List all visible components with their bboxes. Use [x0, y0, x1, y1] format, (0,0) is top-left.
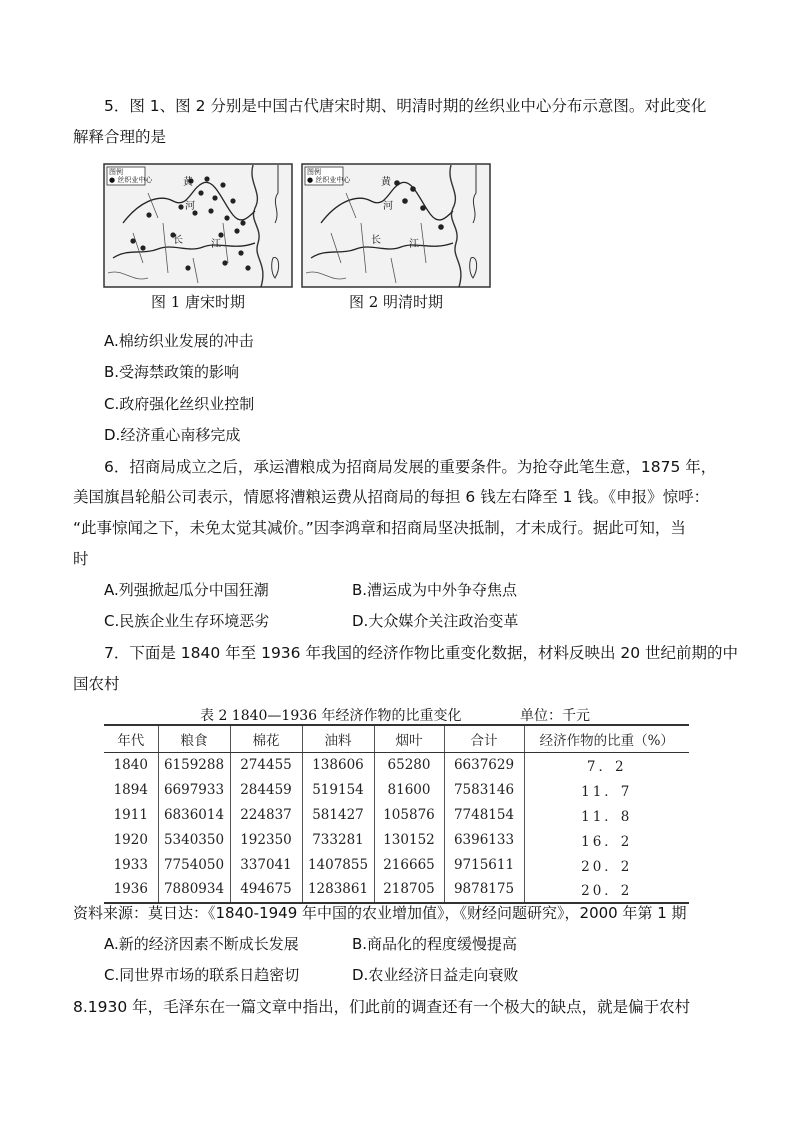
q6-stem-line1: 6．招商局成立之后，承运漕粮成为招商局发展的重要条件。为抢夺此笔生意，1875 年， [104, 458, 717, 476]
q7-stem-line1: 7．下面是 1840 年至 1936 年我国的经济作物比重变化数据，材料反映出 20 世纪前期的中 [104, 644, 739, 662]
map1-legend-item: ● 丝织业中心 [109, 176, 153, 184]
q5-option-c[interactable]: C.政府强化丝织业控制 [104, 395, 255, 413]
table-cell: 494675 [230, 877, 302, 903]
q6-option-d[interactable]: D.大众媒介关注政治变革 [352, 612, 519, 630]
table-cell: 20．2 [524, 877, 689, 903]
table-cell: 7583146 [444, 778, 524, 803]
table-cell: 6697933 [158, 778, 230, 803]
table-cell: 81600 [374, 778, 444, 803]
table-header: 经济作物的比重（%） [524, 725, 689, 753]
table-cell: 9878175 [444, 877, 524, 903]
q7-data-table [104, 724, 689, 904]
table-row [104, 852, 689, 877]
table-cell: 1920 [113, 831, 148, 848]
table-cell: 284459 [230, 778, 302, 803]
table-cell: 519154 [302, 778, 374, 803]
q6-stem-line3: “此事惊闻之下，未免太觉其减价。”因李鸿章和招商局坚决抵制，才未成行。据此可知，当 [73, 519, 686, 537]
table-cell: 224837 [230, 803, 302, 828]
map1-river-chang-1: 长 [173, 235, 183, 246]
table-header-row [104, 725, 689, 753]
table-cell: 192350 [230, 827, 302, 852]
map2-legend-item: ● 丝织业中心 [307, 176, 351, 184]
table-cell: 733281 [302, 827, 374, 852]
q7-option-b[interactable]: B.商品化的程度缓慢提高 [352, 935, 518, 953]
table-cell: 16．2 [524, 827, 689, 852]
table-cell: 130152 [374, 827, 444, 852]
table-cell: 1283861 [302, 877, 374, 903]
table-cell: 7748154 [444, 803, 524, 828]
table-cell: 9715611 [444, 852, 524, 877]
q8-stem-line1: 8.1930 年，毛泽东在一篇文章中指出，们此前的调查还有一个极大的缺点，就是偏于农村 [73, 998, 691, 1016]
table-header: 合计 [444, 725, 524, 753]
table-cell: 7．2 [524, 753, 689, 778]
table-cell: 11．8 [524, 803, 689, 828]
q5-maps [103, 163, 489, 315]
table-cell: 581427 [302, 803, 374, 828]
table-cell: 7880934 [158, 877, 230, 903]
q6-stem-line2: 美国旗昌轮船公司表示，情愿将漕粮运费从招商局的每担 6 钱左右降至 1 钱。《申报》惊呼： [73, 488, 710, 506]
q5-option-b[interactable]: B.受海禁政策的影响 [104, 363, 240, 381]
q6-option-c[interactable]: C.民族企业生存环境恶劣 [104, 612, 270, 630]
map1-caption: 图 1 唐宋时期 [150, 293, 246, 311]
q5-stem-line1: 5．图 1、图 2 分别是中国古代唐宋时期、明清时期的丝织业中心分布示意图。对此变化 [104, 97, 707, 115]
map2-river-huang-1: 黄 [381, 177, 391, 188]
map-tang-song [103, 163, 293, 315]
table-header: 粮食 [158, 725, 230, 753]
map2-caption: 图 2 明清时期 [348, 293, 444, 311]
table-cell: 20．2 [524, 852, 689, 877]
table-cell: 337041 [230, 852, 302, 877]
table-cell: 7754050 [158, 852, 230, 877]
map1-river-chang-2: 江 [211, 239, 221, 250]
map1-river-huang-1: 黄 [183, 177, 193, 188]
map2-river-chang-2: 江 [409, 239, 419, 250]
table-cell: 6836014 [158, 803, 230, 828]
table-cell: 1407855 [302, 852, 374, 877]
table-cell: 138606 [302, 753, 374, 778]
table-cell: 11．7 [524, 778, 689, 803]
map-ming-qing [301, 163, 491, 315]
q5-option-d[interactable]: D.经济重心南移完成 [104, 426, 241, 444]
table-cell: 1936 [104, 877, 158, 903]
table-cell: 218705 [374, 877, 444, 903]
q7-option-d[interactable]: D.农业经济日益走向衰败 [352, 966, 519, 984]
q5-option-a[interactable]: A.棉纺织业发展的冲击 [104, 332, 254, 350]
map1-river-huang-2: 河 [185, 201, 195, 212]
q7-stem-line2: 国农村 [73, 675, 120, 693]
table-header: 烟叶 [374, 725, 444, 753]
table-cell: 6637629 [444, 753, 524, 778]
table-cell: 105876 [374, 803, 444, 828]
table-cell: 1894 [113, 782, 148, 799]
table-cell: 1840 [113, 757, 148, 774]
table-row [104, 877, 689, 903]
q7-source: 资料来源：莫日达：《1840-1949 年中国的农业增加值》，《财经问题研究》，2000 年第 1 期 [73, 904, 687, 922]
table-header: 棉花 [230, 725, 302, 753]
q5-stem-line2: 解释合理的是 [73, 128, 167, 146]
table-cell: 6396133 [444, 827, 524, 852]
table-cell: 65280 [374, 753, 444, 778]
map2-legend-title: 图例 [307, 168, 321, 176]
q6-option-b[interactable]: B.漕运成为中外争夺焦点 [352, 581, 518, 599]
map2-river-chang-1: 长 [371, 235, 381, 246]
table-cell: 6159288 [158, 753, 230, 778]
q7-option-c[interactable]: C.同世界市场的联系日趋密切 [104, 966, 300, 984]
q7-table-title: 表 2 1840—1936 年经济作物的比重变化 [200, 708, 462, 724]
table-cell: 1933 [113, 856, 148, 873]
table-row [104, 803, 689, 828]
table-row [104, 753, 689, 778]
map1-legend-title: 图例 [109, 168, 123, 176]
q7-table-unit: 单位：千元 [520, 708, 590, 724]
q6-option-a[interactable]: A.列强掀起瓜分中国狂潮 [104, 581, 269, 599]
table-header: 年代 [104, 725, 158, 753]
table-header: 油料 [302, 725, 374, 753]
table-cell: 274455 [230, 753, 302, 778]
table-cell: 5340350 [158, 827, 230, 852]
table-row [104, 778, 689, 803]
table-row [104, 827, 689, 852]
q7-option-a[interactable]: A.新的经济因素不断成长发展 [104, 935, 299, 953]
q6-stem-line4: 时 [73, 550, 89, 568]
map2-river-huang-2: 河 [383, 201, 393, 212]
table-cell: 1911 [113, 806, 148, 823]
table-cell: 216665 [374, 852, 444, 877]
